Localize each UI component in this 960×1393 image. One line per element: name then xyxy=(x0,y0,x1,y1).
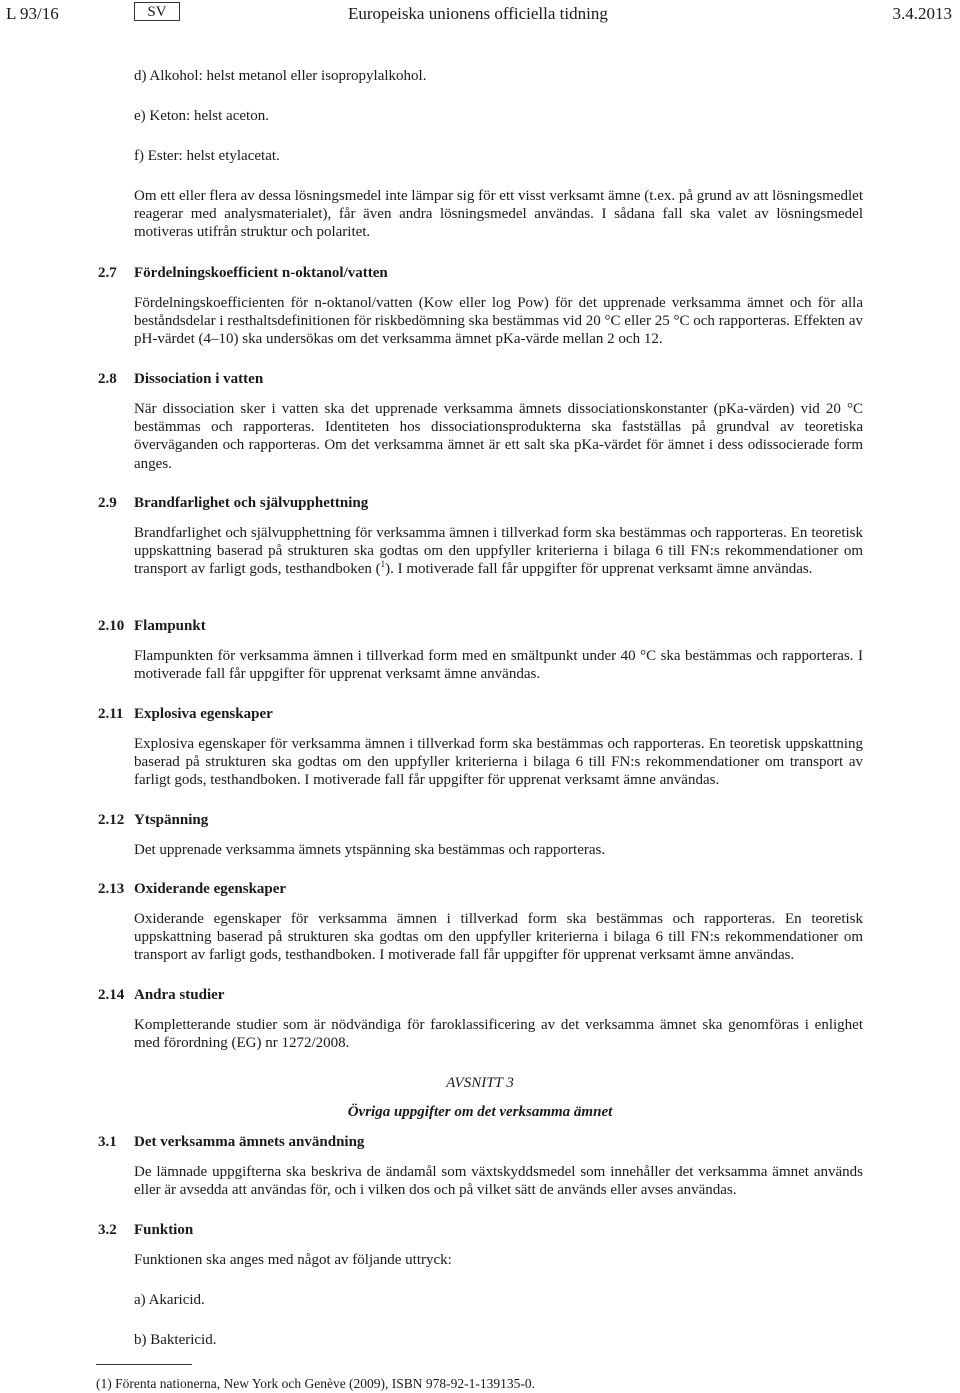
section-label: AVSNITT 3 xyxy=(446,1075,514,1091)
publication-date: 3.4.2013 xyxy=(892,4,952,23)
section-body-3-2: Funktionen ska anges med något av följande uttryck: xyxy=(134,1252,452,1268)
section-number-2-14: 2.14 xyxy=(98,987,125,1003)
section-number-2-12: 2.12 xyxy=(98,812,125,828)
section-body-2-11: Explosiva egenskaper för verksamma ämnen i tillverkad form ska bestämmas och rapporteras. En teoretisk uppskattning baserad på strukturen ska godtas om den uppfyller kriterierna i bilaga 6 till FN:s rekommendationer om transport av farligt gods, testhandboken. I motiverade fall får uppgifter för upprenat verksamt ämne användas. xyxy=(134,736,863,789)
section-title: Övriga uppgifter om det verksamma ämnet xyxy=(347,1104,613,1120)
list-item-e: e) Keton: helst aceton. xyxy=(134,108,269,124)
section-number-2-13: 2.13 xyxy=(98,881,125,897)
intro-paragraph: Om ett eller flera av dessa lösningsmedel inte lämpar sig för ett visst verksamt ämne (t.ex. på grund av att lösningsmedlet reagerar med analysmaterialet), får även andra lösningsmedel användas. I sådana fall ska valet av lösningsmedel motiveras utifrån struktur och polaritet. xyxy=(134,188,863,241)
section-number-2-7: 2.7 xyxy=(98,265,117,281)
section-heading-2-8: Dissociation i vatten xyxy=(134,371,264,387)
section-body-2-9: Brandfarlighet och självupphettning för verksamma ämnen i tillverkad form ska bestämmas och rapporteras. En teoretisk uppskattning baserad på strukturen ska godtas om den uppfyller kriterierna i bilaga 6 till FN:s rekommendationer om transport av farligt gods, testhandboken ($^1$). I motiverade fall får uppgifter för upprenat verksamt ämne användas. xyxy=(134,525,863,578)
list-item-f: f) Ester: helst etylacetat. xyxy=(134,148,280,164)
page-reference: L 93/16 xyxy=(6,4,59,23)
footnote-divider xyxy=(96,1364,192,1365)
list-item-b: b) Baktericid. xyxy=(134,1332,217,1348)
list-item-a: a) Akaricid. xyxy=(134,1292,205,1308)
footnote xyxy=(96,1375,535,1393)
footnote-text: Förenta nationerna, New York och Genève (2009), ISBN 978-92-1-139135-0. xyxy=(115,1376,536,1391)
section-number-2-10: 2.10 xyxy=(98,618,125,634)
section-number-2-9: 2.9 xyxy=(98,495,117,511)
section-body-2-8: När dissociation sker i vatten ska det upprenade verksamma ämnets dissociationskonstanter (pKa-värden) vid 20 °C bestämmas och rapporteras. Identiteten hos dissociationsprodukterna ska fastställas på grundval av teoretiska överväganden och rapporteras. Om det verksamma ämnet är ett salt ska pKa-värdet för ämnet i dess odissocierade form anges. xyxy=(134,401,863,472)
section-heading-2-12: Ytspänning xyxy=(134,812,209,828)
section-heading-3-1: Det verksamma ämnets användning xyxy=(134,1134,365,1150)
footnote-marker: (1) xyxy=(96,1376,112,1391)
section-number-2-8: 2.8 xyxy=(98,371,117,387)
section-heading-2-7: Fördelningskoefficient n-oktanol/vatten xyxy=(134,265,388,281)
list-item-d: d) Alkohol: helst metanol eller isopropylalkohol. xyxy=(134,68,427,84)
section-body-2-7: Fördelningskoefficienten för n-oktanol/vatten (Kow eller log Pow) för det upprenade verksamma ämnet och för alla beståndsdelar i resthaltsdefinitionen för riskbedömning ska bestämmas vid 20 °C eller 25 °C och rapporteras. Effekten av pH-värdet (4–10) ska undersökas om det verksamma ämnet pKa-värde mellan 2 och 12. xyxy=(134,295,863,348)
journal-title: Europeiska unionens officiella tidning xyxy=(348,4,608,23)
section-heading-2-13: Oxiderande egenskaper xyxy=(134,881,287,897)
footnote-ref[interactable]: 1 xyxy=(380,559,386,570)
section-body-2-14: Kompletterande studier som är nödvändiga för faroklassificering av det verksamma ämnet ska genomföras i enlighet med förordning (EG) nr 1272/2008. xyxy=(134,1017,863,1052)
section-number-3-2: 3.2 xyxy=(98,1222,117,1238)
section-heading-2-11: Explosiva egenskaper xyxy=(134,706,273,722)
section-heading-2-14: Andra studier xyxy=(134,987,225,1003)
section-body-2-12: Det upprenade verksamma ämnets ytspänning ska bestämmas och rapporteras. xyxy=(134,842,606,858)
section-body-2-10: Flampunkten för verksamma ämnen i tillverkad form med en smältpunkt under 40 °C ska bestämmas och rapporteras. I motiverade fall får uppgifter för upprenat verksamt ämne användas. xyxy=(134,648,863,683)
language-badge: SV xyxy=(134,2,180,21)
section-number-3-1: 3.1 xyxy=(98,1134,117,1150)
section-heading-2-9: Brandfarlighet och självupphettning xyxy=(134,495,369,511)
section-heading-2-10: Flampunkt xyxy=(134,618,206,634)
section-body-3-1: De lämnade uppgifterna ska beskriva de ändamål som växtskyddsmedel som innehåller det verksamma ämnet används eller är avsedda att användas för, och i vilken dos och på vilket sätt de används eller avses användas. xyxy=(134,1164,863,1199)
section-number-2-11: 2.11 xyxy=(98,706,124,722)
section-body-2-13: Oxiderande egenskaper för verksamma ämnen i tillverkad form ska bestämmas och rapporteras. En teoretisk uppskattning baserad på strukturen ska godtas om den uppfyller kriterierna i bilaga 6 till FN:s rekommendationer om transport av farligt gods, testhandboken. I motiverade fall får uppgifter för upprenat verksamt ämne användas. xyxy=(134,911,863,964)
section-heading-3-2: Funktion xyxy=(134,1222,194,1238)
